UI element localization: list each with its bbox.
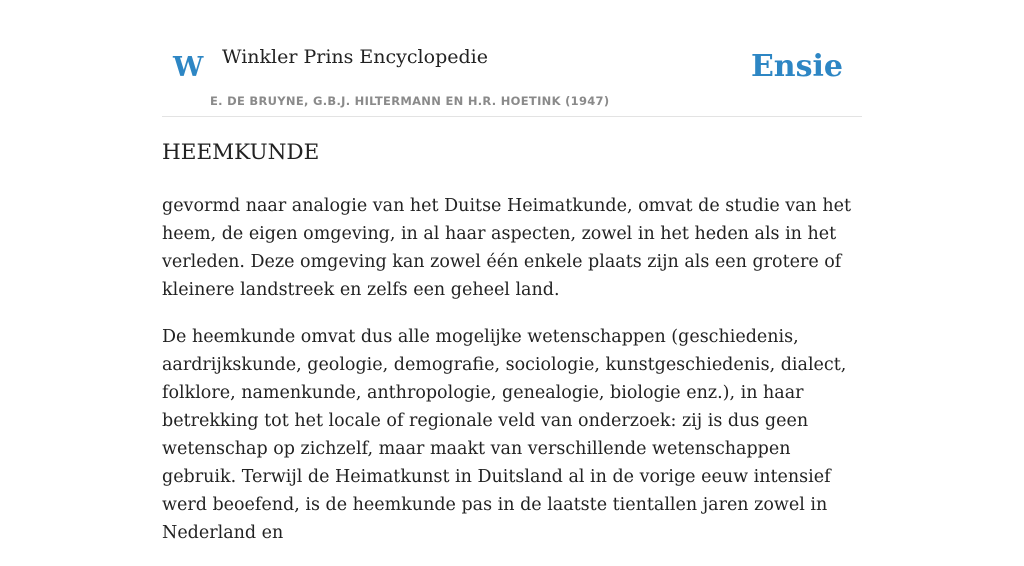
entry-title: HEEMKUNDE bbox=[162, 140, 320, 165]
book-title[interactable]: Winkler Prins Encyclopedie bbox=[222, 46, 488, 68]
entry-paragraph: De heemkunde omvat dus alle mogelijke wetenschappen (geschiedenis, aardrijkskunde, geologie, demografie, sociologie, kunstgeschiedenis, dialect, folklore, namenkunde, anthropologie, genealogie, biologie enz.), in haar betrekking tot het locale of regionale veld van onderzoek: zij is dus geen wetenschap op zichzelf, maar maakt van verschillende wetenschappen gebruik. Terwijl de Heimatkunst in Duitsland al in de vorige eeuw intensief werd beoefend, is de heemkunde pas in de laatste tientallen jaren zowel in Nederland en bbox=[162, 327, 847, 543]
ensie-logo-link[interactable]: Ensie bbox=[750, 49, 843, 84]
entry-body bbox=[162, 192, 862, 566]
winkler-prins-logo[interactable]: W bbox=[173, 52, 204, 83]
entry-paragraph: gevormd naar analogie van het Duitse Heimatkunde, omvat de studie van het heem, de eigen omgeving, in al haar aspecten, zowel in het heden als in het verleden. Deze omgeving kan zowel één enkele plaats zijn als een grotere of kleinere landstreek en zelfs een geheel land. bbox=[162, 196, 852, 300]
authors-line: E. DE BRUYNE, G.B.J. HILTERMANN EN H.R. HOETINK (1947) bbox=[210, 94, 610, 108]
header bbox=[162, 0, 862, 117]
